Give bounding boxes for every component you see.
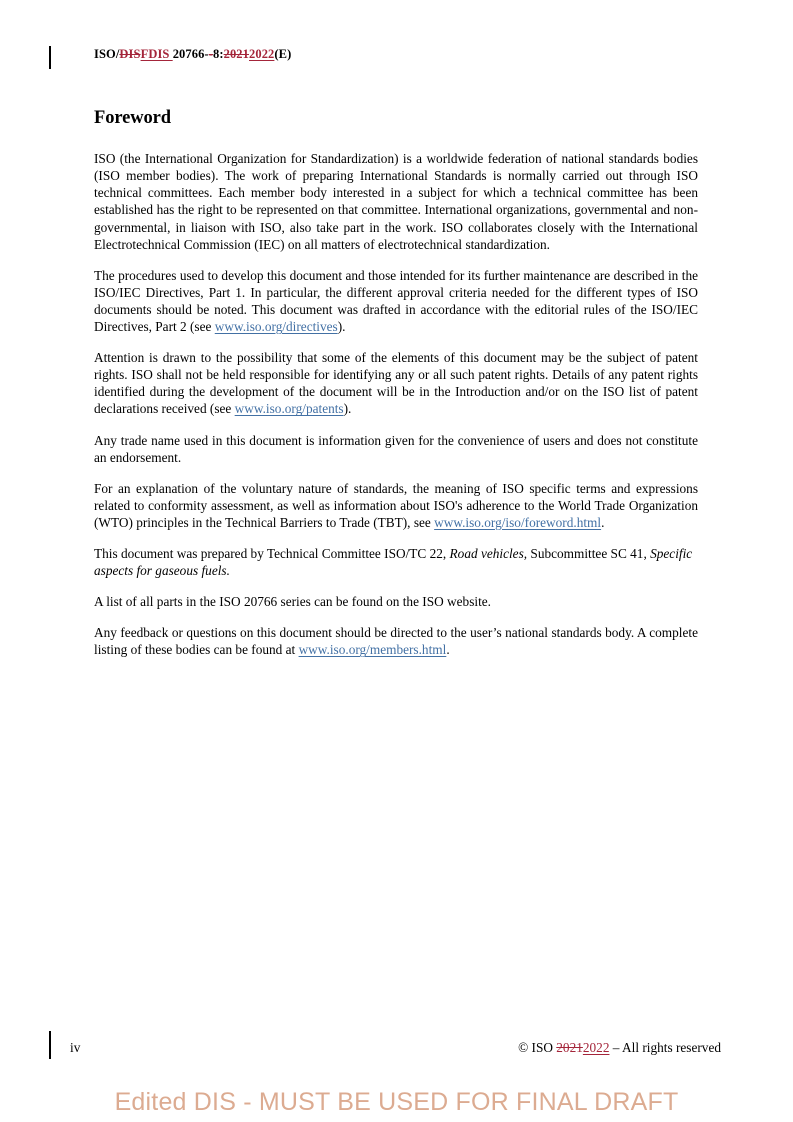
copyright-deleted-year: 2021 <box>556 1040 583 1055</box>
link-iso-members[interactable]: www.iso.org/members.html <box>298 642 447 658</box>
paragraph-text-tail: . <box>601 514 605 530</box>
foreword-paragraph-3 <box>94 349 698 417</box>
header-prefix: ISO/ <box>94 47 120 61</box>
paragraph-text: ISO (the International Organization for Standardization) is a worldwide federation of national standards bodies (ISO member bodies). The work of preparing International Standards is normally carried out through ISO technical committees. Each member body interested in a subject for which a technical committee has been established has the right to be represented on that committee. International organizations, governmental and non-governmental, in liaison with ISO, also take part in the work. ISO collaborates closely with the International Electrotechnical Commission (IEC) on all matters of electrotechnical standardization. <box>94 151 698 252</box>
foreword-paragraph-8 <box>94 624 698 658</box>
paragraph-text: The procedures used to develop this document and those intended for its further maintenance are described in the ISO/IEC Directives, Part 1. In particular, the different approval criteria needed for the different types of ISO documents should be noted. This document was drafted in accordance with the editorial rules of the ISO/IEC Directives, Part 2 (see <box>94 267 698 335</box>
foreword-paragraph-4 <box>94 432 698 466</box>
paragraph-text: For an explanation of the voluntary nature of standards, the meaning of ISO specific terms and expressions related to conformity assessment, as well as information about ISO's adherence to the World Trade Organization (WTO) principles in the Technical Barriers to Trade (TBT), see <box>94 480 698 530</box>
copyright-notice <box>518 1040 721 1056</box>
subcommittee-title-italic: Specific aspects for gaseous fuels. <box>94 545 693 579</box>
document-header <box>94 47 698 62</box>
paragraph-text: A list of all parts in the ISO 20766 series can be found on the ISO website. <box>94 594 491 610</box>
foreword-paragraph-1 <box>94 150 698 253</box>
header-deleted-dash: - <box>208 47 213 61</box>
paragraph-text-tail: . <box>446 642 450 658</box>
header-standard-number: 20766- <box>172 47 209 61</box>
link-iso-foreword[interactable]: www.iso.org/iso/foreword.html <box>434 514 602 530</box>
draft-watermark: Edited DIS - MUST BE USED FOR FINAL DRAFT <box>114 1088 679 1116</box>
copyright-suffix: – All rights reserved <box>609 1040 721 1055</box>
document-footer <box>70 1040 721 1056</box>
header-language-suffix: (E) <box>274 47 292 61</box>
paragraph-text-tail: ). <box>337 319 346 335</box>
paragraph-text: Any trade name used in this document is information given for the convenience of users and does not constitute an endorsement. <box>94 432 698 465</box>
link-iso-directives[interactable]: www.iso.org/directives <box>214 319 338 335</box>
document-body <box>94 107 698 672</box>
header-part-number: 8: <box>212 47 224 61</box>
paragraph-text: This document was prepared by Technical Committee ISO/TC 22, <box>94 545 450 561</box>
page-title: Foreword <box>94 108 171 128</box>
change-bar-header <box>49 46 51 69</box>
paragraph-text-mid: Subcommittee SC 41, <box>527 545 651 561</box>
header-inserted-year: 2022 <box>249 47 275 61</box>
paragraph-text-tail: ). <box>343 401 352 417</box>
paragraph-text: Any feedback or questions on this document should be directed to the user’s national standards body. A complete listing of these bodies can be found at <box>94 625 698 658</box>
foreword-paragraph-6 <box>94 545 698 579</box>
copyright-inserted-year: 2022 <box>582 1040 610 1055</box>
committee-title-italic: Road vehicles, <box>449 545 528 561</box>
paragraph-text: Attention is drawn to the possibility that some of the elements of this document may be the subject of patent rights. ISO shall not be held responsible for identifying any or all such patent rights. Details of any patent rights identified during the development of the document will be in the Introduction and/or on the ISO list of patent declarations received (see <box>94 350 698 417</box>
copyright-prefix: © ISO <box>518 1040 557 1055</box>
link-iso-patents[interactable]: www.iso.org/patents <box>234 401 344 417</box>
page-number: iv <box>70 1040 81 1055</box>
foreword-paragraph-5 <box>94 480 698 531</box>
foreword-paragraph-7 <box>94 593 698 610</box>
change-bar-footer <box>49 1031 51 1059</box>
header-inserted-stage: FDIS <box>140 47 173 61</box>
foreword-paragraph-2 <box>94 267 698 335</box>
header-deleted-stage: DIS <box>119 47 141 61</box>
header-deleted-year: 2021 <box>223 47 249 61</box>
